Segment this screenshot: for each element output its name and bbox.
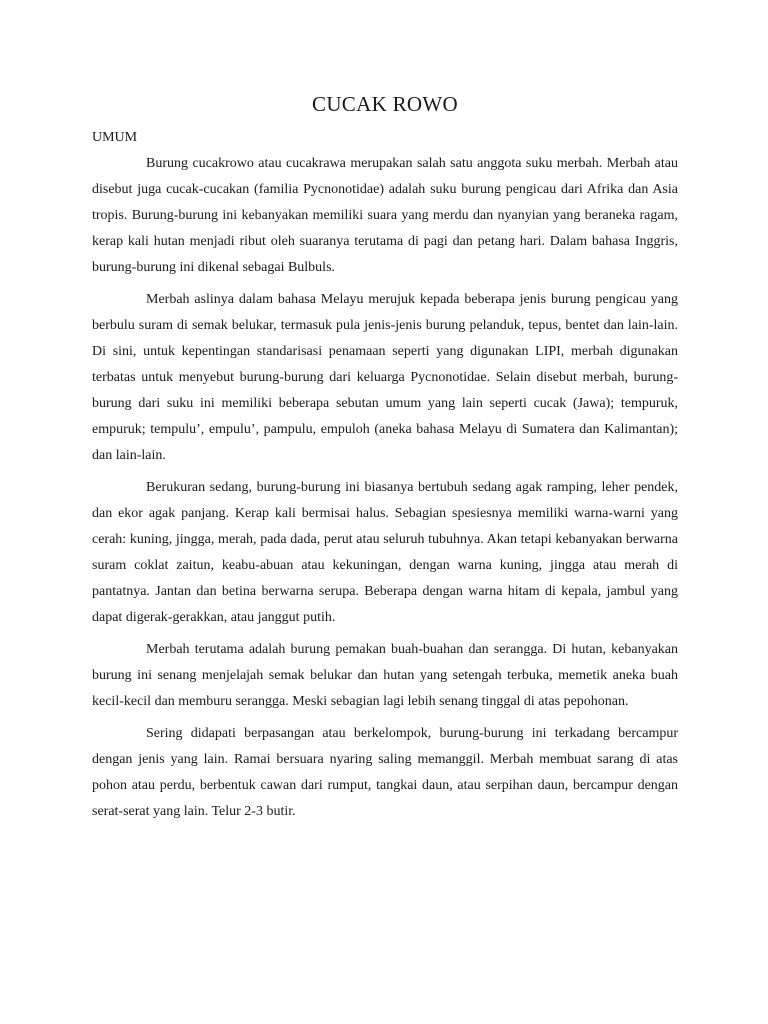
- paragraph: Sering didapati berpasangan atau berkelompok, burung-burung ini terkadang bercampur dengan jenis yang lain. Ramai bersuara nyaring saling memanggil. Merbah membuat sarang di atas pohon atau perdu, berbentuk cawan dari rumput, tangkai daun, atau serpihan daun, bercampur dengan serat-serat yang lain. Telur 2-3 butir.: [92, 726, 678, 819]
- section-heading: UMUM: [92, 130, 138, 145]
- paragraph: Merbah terutama adalah burung pemakan buah-buahan dan serangga. Di hutan, kebanyakan burung ini senang menjelajah semak belukar dan hutan yang setengah terbuka, memetik aneka buah kecil-kecil dan memburu serangga. Meski sebagian lagi lebih senang tinggal di atas pepohonan.: [92, 642, 678, 709]
- document-body: [92, 151, 678, 831]
- paragraph: Burung cucakrowo atau cucakrawa merupakan salah satu anggota suku merbah. Merbah atau disebut juga cucak-cucakan (familia Pycnonotidae) adalah suku burung pengicau dari Afrika dan Asia tropis. Burung-burung ini kebanyakan memiliki suara yang merdu dan nyanyian yang beraneka ragam, kerap kali hutan menjadi ribut oleh suaranya terutama di pagi dan petang hari. Dalam bahasa Inggris, burung-burung ini dikenal sebagai Bulbuls.: [92, 156, 678, 275]
- document-page: [92, 0, 678, 1024]
- paragraph: Merbah aslinya dalam bahasa Melayu merujuk kepada beberapa jenis burung pengicau yang berbulu suram di semak belukar, termasuk pula jenis-jenis burung pelanduk, tepus, bentet dan lain-lain. Di sini, untuk kepentingan standarisasi penamaan seperti yang digunakan LIPI, merbah digunakan terbatas untuk menyebut burung-burung dari keluarga Pycnonotidae. Selain disebut merbah, burung-burung dari suku ini memiliki beberapa sebutan umum yang lain seperti cucak (Jawa); tempuruk, empuruk; tempulu’, empulu’, pampulu, empuloh (aneka bahasa Melayu di Sumatera dan Kalimantan); dan lain-lain.: [92, 292, 678, 463]
- paragraph: Berukuran sedang, burung-burung ini biasanya bertubuh sedang agak ramping, leher pendek, dan ekor agak panjang. Kerap kali bermisai halus. Sebagian spesiesnya memiliki warna-warni yang cerah: kuning, jingga, merah, pada dada, perut atau seluruh tubuhnya. Akan tetapi kebanyakan berwarna suram coklat zaitun, keabu-abuan atau kekuningan, dengan warna kuning, jingga atau merah di pantatnya. Jantan dan betina berwarna serupa. Beberapa dengan warna hitam di kepala, jambul yang dapat digerak-gerakkan, atau janggut putih.: [92, 480, 678, 625]
- document-title: CUCAK ROWO: [312, 92, 458, 116]
